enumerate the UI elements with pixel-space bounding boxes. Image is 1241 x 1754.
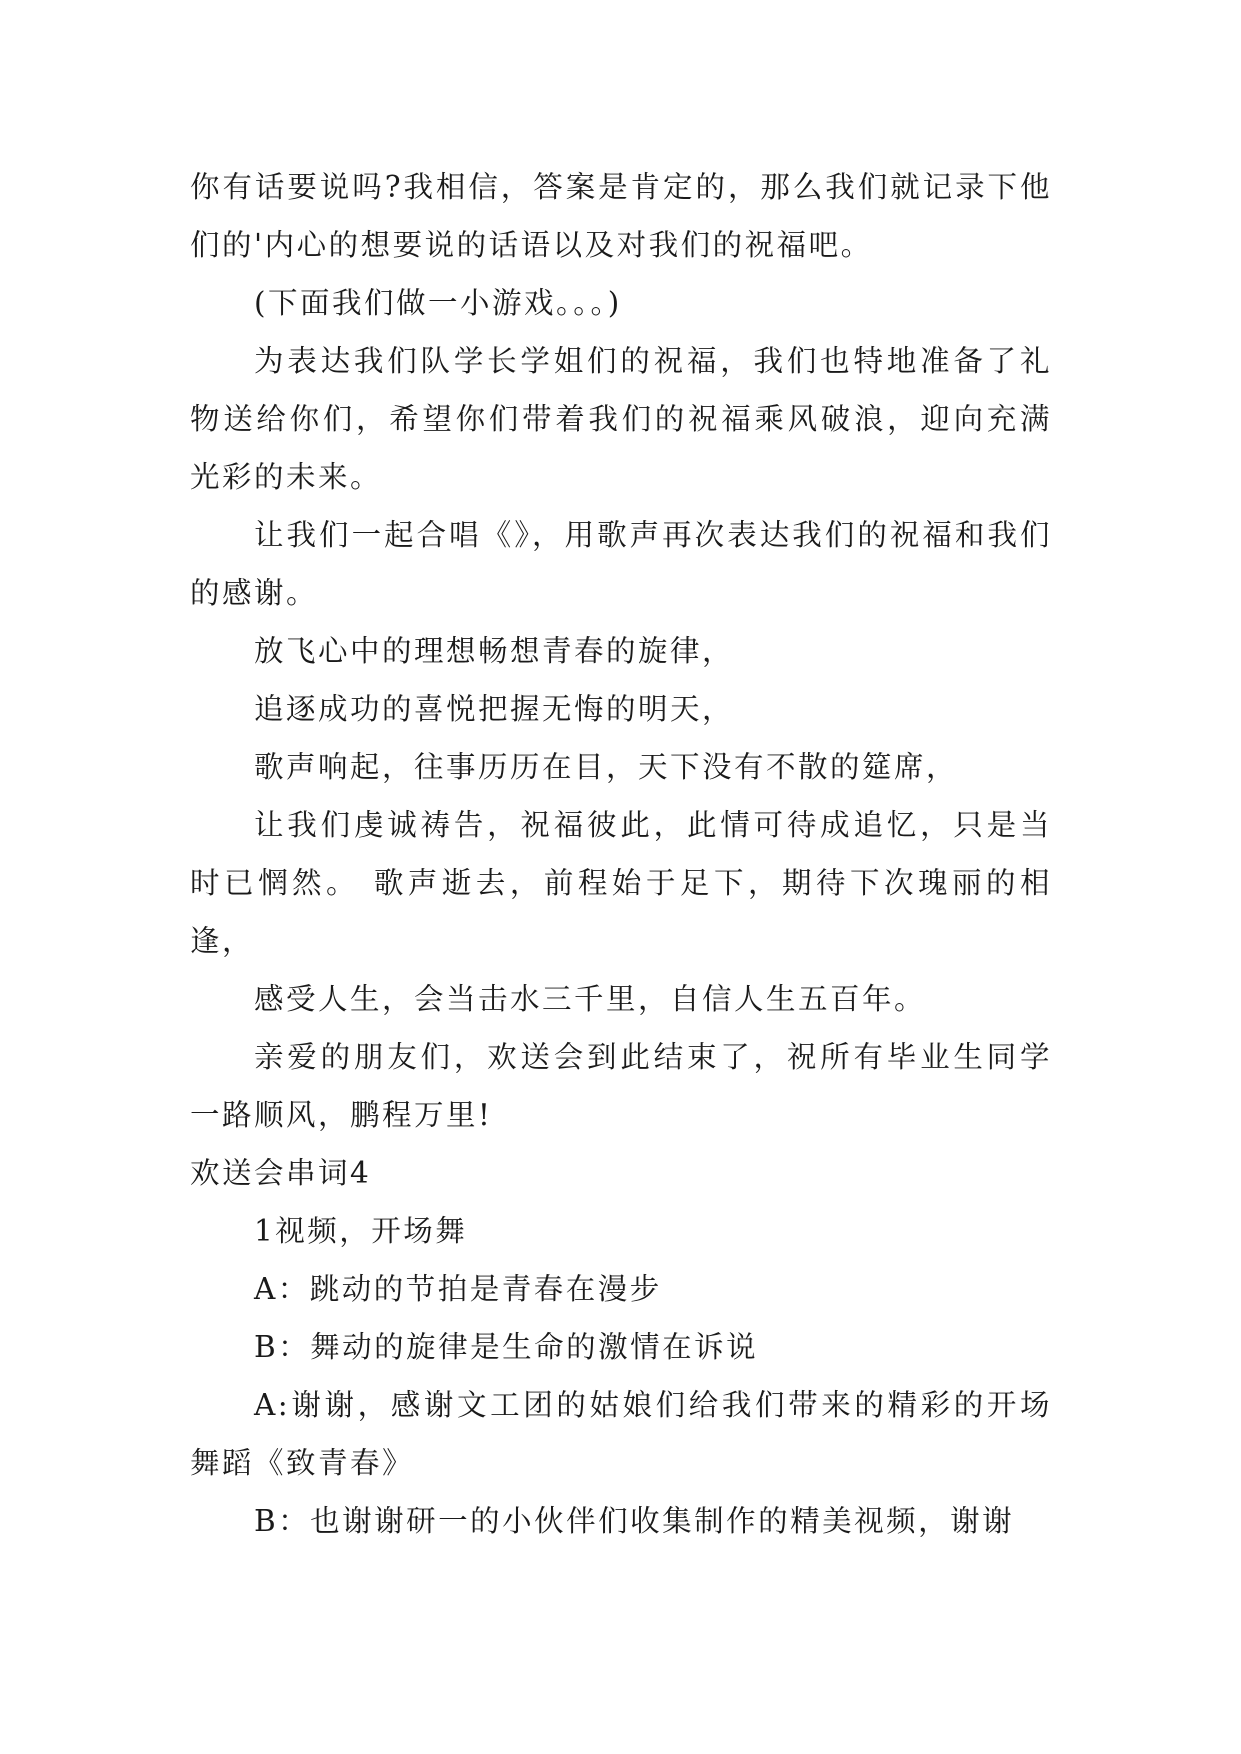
lyric-line-4: 让我们虔诚祷告，祝福彼此，此情可待成追忆，只是当时已惘然。 歌声逝去，前程始于足下，期待下次瑰丽的相逢， [190,808,1052,958]
paragraph-3: 为表达我们队学长学姐们的祝福，我们也特地准备了礼物送给你们，希望你们带着我们的祝福乘风破浪，迎向充满光彩的未来。 [190,344,1052,494]
document-body [190,158,1052,1550]
lyric-line-1: 放飞心中的理想畅想青春的旋律， [254,634,735,668]
section-paragraph-4: A:谢谢，感谢文工团的姑娘们给我们带来的精彩的开场舞蹈《致青春》 [190,1388,1052,1480]
paragraph-2: (下面我们做一小游戏。。。) [254,286,622,320]
section-paragraph-2: A：跳动的节拍是青春在漫步 [254,1272,662,1306]
closing-paragraph: 亲爱的朋友们，欢送会到此结束了，祝所有毕业生同学一路顺风，鹏程万里! [190,1040,1052,1132]
lyric-line-3: 歌声响起，往事历历在目，天下没有不散的筵席， [254,750,959,784]
paragraph-4: 让我们一起合唱《》，用歌声再次表达我们的祝福和我们的感谢。 [190,518,1052,610]
lyric-line-2: 追逐成功的喜悦把握无悔的明天， [254,692,735,726]
section-paragraph-5: B：也谢谢研一的小伙伴们收集制作的精美视频，谢谢 [254,1504,1015,1538]
paragraph-1: 你有话要说吗?我相信，答案是肯定的，那么我们就记录下他们的'内心的想要说的话语以及对我们的祝福吧。 [190,170,1052,262]
section-paragraph-3: B：舞动的旋律是生命的激情在诉说 [254,1330,759,1364]
section-heading: 欢送会串词4 [190,1156,372,1190]
lyric-line-5: 感受人生，会当击水三千里，自信人生五百年。 [254,982,927,1016]
section-paragraph-1: 1视频，开场舞 [254,1214,468,1248]
